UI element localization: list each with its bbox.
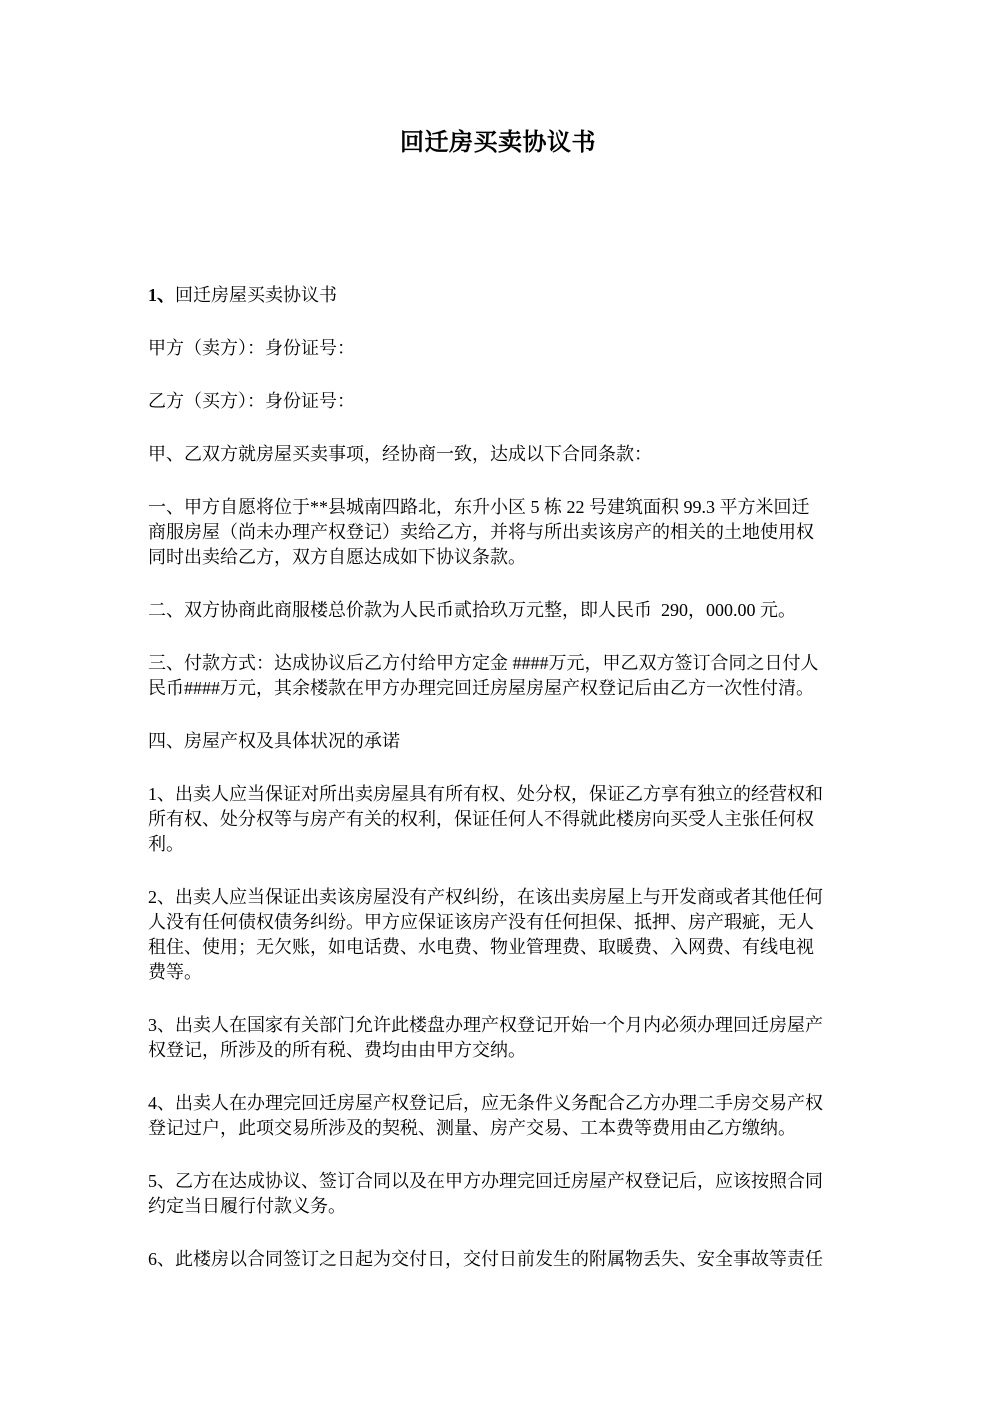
clause-four-item-6: 6、此楼房以合同签订之日起为交付日，交付日前发生的附属物丢失、安全事故等责任 [148, 1249, 823, 1269]
preamble: 甲、乙双方就房屋买卖事项，经协商一致，达成以下合同条款： [148, 444, 652, 464]
clause-four-item-2: 2、出卖人应当保证出卖该房屋没有产权纠纷，在该出卖房屋上与开发商或者其他任何 人没有任何债权债务纠纷。甲方应保证该房产没有任何担保、抵押、房产瑕疵，无人 租住、使用；无欠账，如电话费、水电费、物业管理费、取暖费、入网费、有线电视 费等。 [148, 887, 823, 982]
subtitle-list-item [148, 283, 848, 308]
clause-two-price: 二、双方协商此商服楼总价款为人民币贰拾玖万元整，即人民币 290，000.00 元。 [148, 600, 796, 620]
subtitle-number: 1、 [148, 285, 175, 305]
clause-four-item-3: 3、出卖人在国家有关部门允许此楼盘办理产权登记开始一个月内必须办理回迁房屋产 权登记，所涉及的所有税、费均由由甲方交纳。 [148, 1015, 823, 1060]
subtitle-text: 回迁房屋买卖协议书 [175, 285, 337, 305]
clause-four-item-4: 4、出卖人在办理完回迁房屋产权登记后，应无条件义务配合乙方办理二手房交易产权 登记过户，此项交易所涉及的契税、测量、房产交易、工本费等费用由乙方缴纳。 [148, 1093, 823, 1138]
party-a-line: 甲方（卖方）：身份证号： [148, 338, 355, 358]
party-b-line: 乙方（买方）：身份证号： [148, 391, 355, 411]
clause-one-property: 一、甲方自愿将位于**县城南四路北，东升小区 5 栋 22 号建筑面积 99.3 平方米回迁 商服房屋（尚未办理产权登记）卖给乙方，并将与所出卖该房产的相关的土地使用权 同时出卖给乙方，双方自愿达成如下协议条款。 [148, 497, 814, 567]
clause-four-item-1: 1、出卖人应当保证对所出卖房屋具有所有权、处分权，保证乙方享有独立的经营权和 所有权、处分权等与房产有关的权利，保证任何人不得就此楼房向买受人主张任何权 利。 [148, 784, 823, 854]
document-title: 回迁房买卖协议书 [400, 130, 596, 156]
document-body [148, 283, 848, 1272]
clause-four-item-5: 5、乙方在达成协议、签订合同以及在甲方办理完回迁房屋产权登记后，应该按照合同 约定当日履行付款义务。 [148, 1171, 823, 1216]
clause-four-heading: 四、房屋产权及具体状况的承诺 [148, 731, 400, 751]
clause-three-payment: 三、付款方式：达成协议后乙方付给甲方定金 ####万元，甲乙双方签订合同之日付人 民币####万元，其余楼款在甲方办理完回迁房屋房屋产权登记后由乙方一次性付清。 [148, 653, 819, 698]
